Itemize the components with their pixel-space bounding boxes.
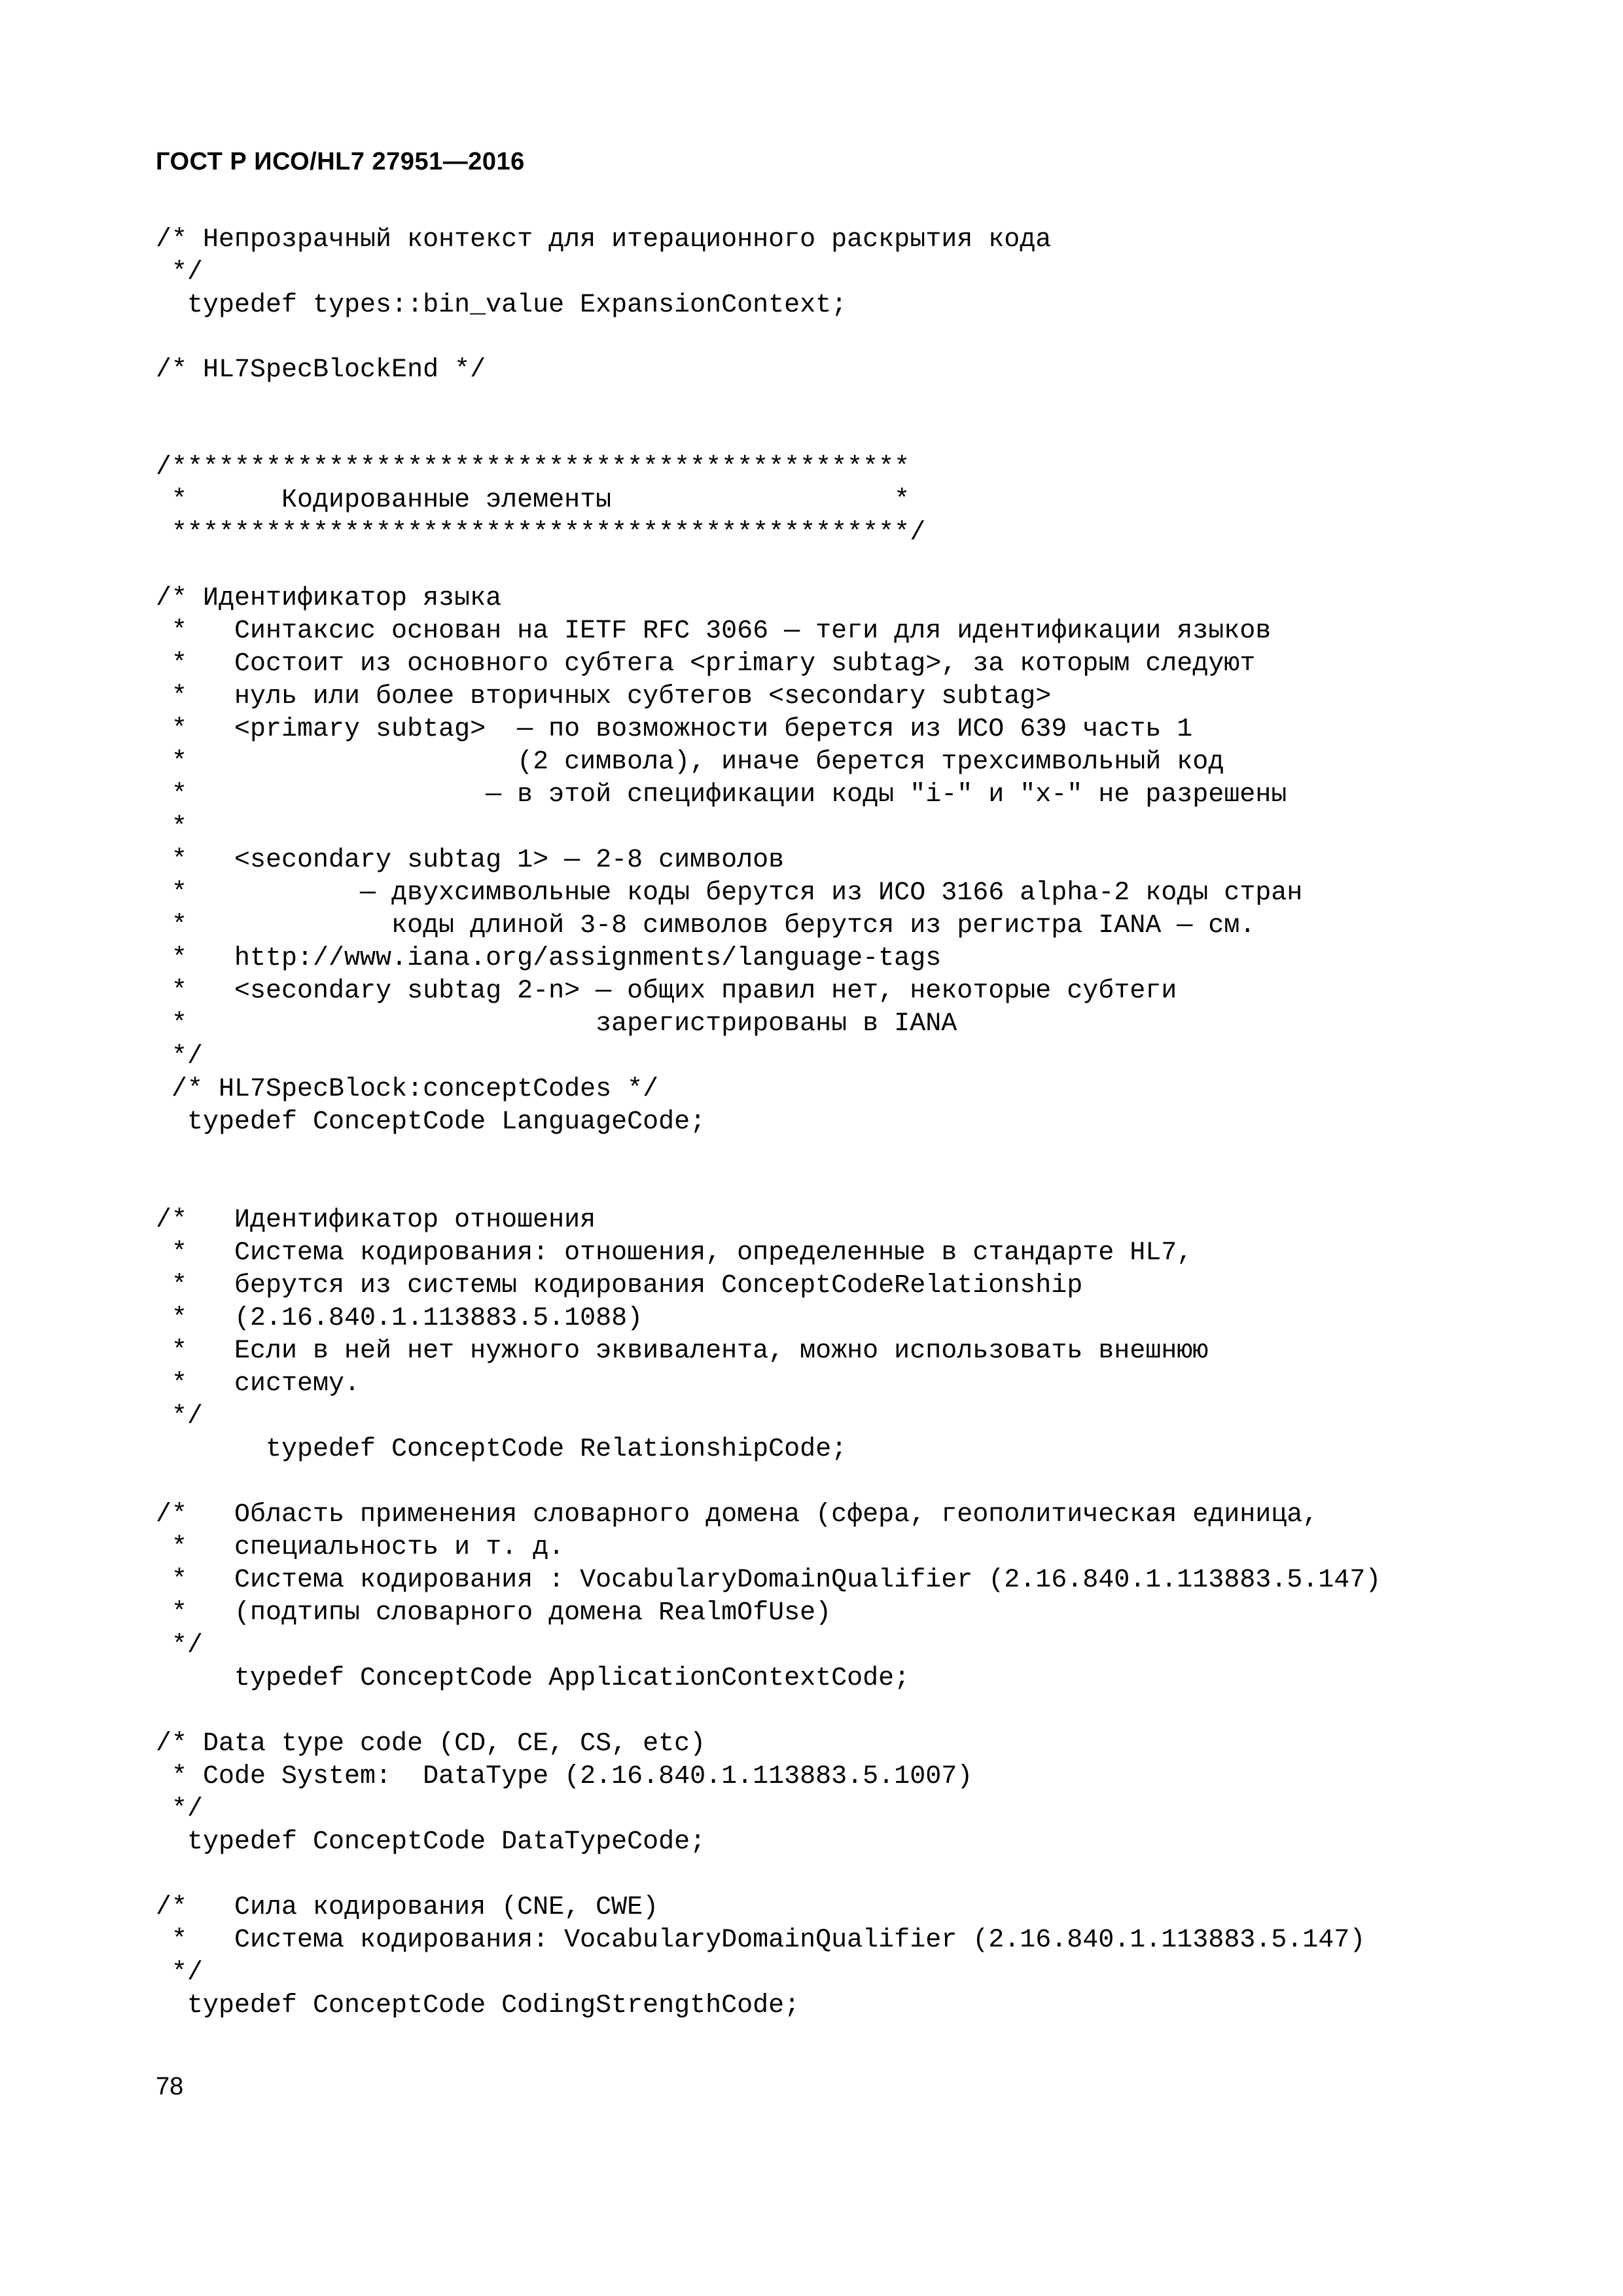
code-line: * — двухсимвольные коды берутся из ИСО 3166 alpha-2 коды стран [156,878,1303,908]
code-line: * [156,813,188,842]
code-line: */ [156,1631,204,1660]
code-line: /* Непрозрачный контекст для итерационного раскрытия кода [156,225,1052,255]
code-line: * <secondary subtag 2-n> — общих правил нет, некоторые субтеги [156,977,1177,1006]
code-line: typedef ConceptCode CodingStrengthCode; [156,1991,800,2020]
code-line: */ [156,258,204,287]
code-line: * Система кодирования: отношения, определенные в стандарте HL7, [156,1238,1193,1268]
code-line: * <primary subtag> — по возможности берется из ИСО 639 часть 1 [156,715,1193,744]
code-line: /* Идентификатор отношения [156,1206,596,1235]
code-line: /* Data type code (CD, CE, CS, etc) [156,1729,706,1759]
code-line: * нуль или более вторичных субтегов <secondary subtag> [156,682,1052,711]
code-line: /* Сила кодирования (CNE, CWE) [156,1893,659,1922]
code-line: /* HL7SpecBlock:conceptCodes */ [156,1075,659,1104]
code-line: /* HL7SpecBlockEnd */ [156,355,486,385]
code-line: * Система кодирования : VocabularyDomainQualifier (2.16.840.1.113883.5.147) [156,1566,1382,1595]
code-line: * Система кодирования: VocabularyDomainQualifier (2.16.840.1.113883.5.147) [156,1926,1366,1955]
code-line: */ [156,1402,204,1431]
code-line: * систему. [156,1369,361,1399]
code-line: typedef ConceptCode DataTypeCode; [156,1827,706,1857]
code-line: * (2.16.840.1.113883.5.1088) [156,1304,643,1333]
code-line: typedef ConceptCode ApplicationContextCode; [156,1664,910,1693]
code-line: */ [156,1042,204,1071]
code-line: * http://www.iana.org/assignments/language-tags [156,944,942,973]
code-line: /* Область применения словарного домена (сфера, геополитическая единица, [156,1500,1319,1530]
code-line: /* Идентификатор языка [156,584,502,613]
code-line: * — в этой спецификации коды "i-" и "x-" не разрешены [156,780,1287,810]
code-line: ***********************************************/ [156,518,926,548]
code-line: typedef ConceptCode RelationshipCode; [156,1435,847,1464]
code-line: * Кодированные элементы * [156,486,910,515]
code-line: * <secondary subtag 1> — 2-8 символов [156,846,785,875]
code-line: * Синтаксис основан на IETF RFC 3066 — теги для идентификации языков [156,617,1272,646]
code-line: /*********************************************** [156,453,910,482]
code-line: * Code System: DataType (2.16.840.1.113883.5.1007) [156,1762,973,1791]
code-line: * специальность и т. д. [156,1533,565,1562]
code-line: * (подтипы словарного домена RealmOfUse) [156,1598,832,1628]
code-line: * зарегистрированы в IANA [156,1009,957,1039]
code-line: * берутся из системы кодирования ConceptCodeRelationship [156,1271,1083,1300]
code-line: */ [156,1795,204,1824]
code-line: * коды длиной 3-8 символов берутся из регистра IANA — см. [156,911,1256,941]
code-line: typedef types::bin_value ExpansionContext; [156,291,847,320]
code-line: */ [156,1958,204,1988]
document-header: ГОСТ Р ИСО/HL7 27951—2016 [156,148,525,175]
code-line: typedef ConceptCode LanguageCode; [156,1107,706,1137]
code-line: * Если в ней нет нужного эквивалента, можно использовать внешнюю [156,1336,1209,1366]
page-number: 78 [156,2073,184,2100]
code-line: * (2 символа), иначе берется трехсимвольный код [156,747,1224,777]
code-line: * Состоит из основного субтега <primary subtag>, за которым следуют [156,649,1256,679]
